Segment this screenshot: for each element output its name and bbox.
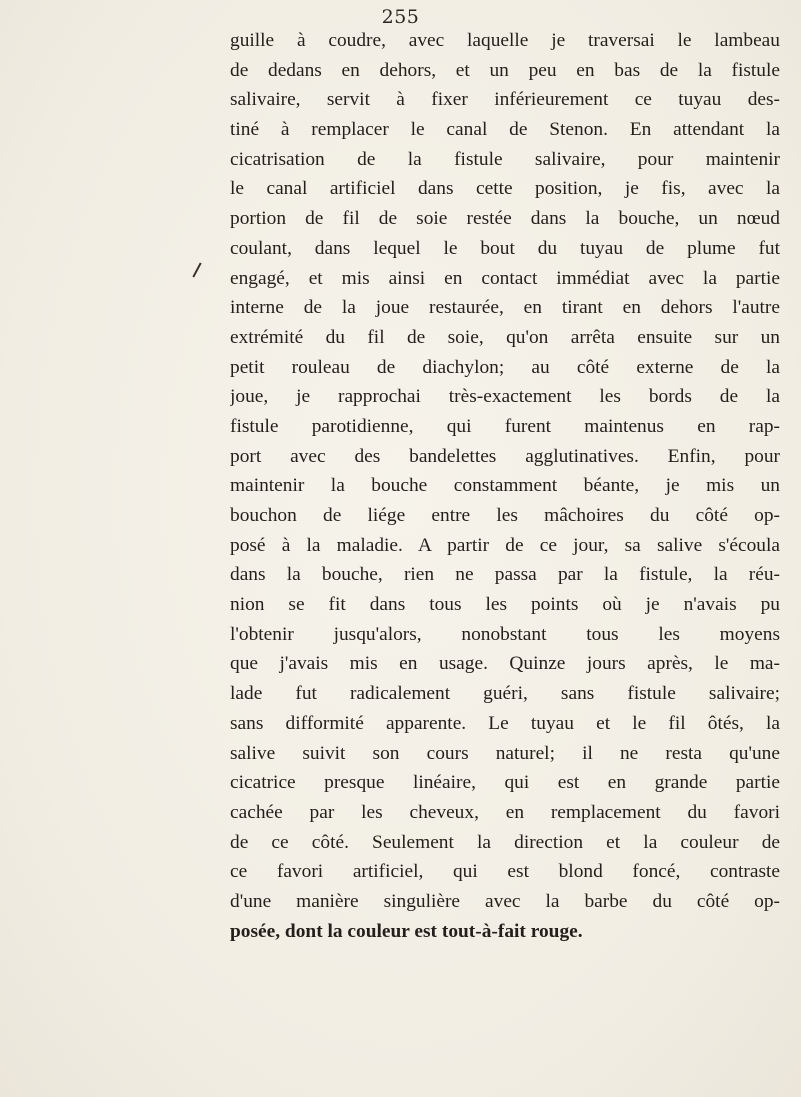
text-line: posé à la maladie. A partir de ce jour, sa salive s'écoula xyxy=(230,534,780,556)
text-line: dans la bouche, rien ne passa par la fistule, la réu- xyxy=(230,564,780,586)
text-line: portion de fil de soie restée dans la bouche, un nœud xyxy=(230,208,780,230)
text-line: salive suivit son cours naturel; il ne resta qu'une xyxy=(230,742,780,764)
text-line: que j'avais mis en usage. Quinze jours après, le ma- xyxy=(230,653,780,675)
margin-pencil-mark xyxy=(192,262,201,277)
page-number: 255 xyxy=(381,6,420,28)
text-line: interne de la joue restaurée, en tirant en dehors l'autre xyxy=(230,297,780,319)
text-line: port avec des bandelettes agglutinatives. Enfin, pour xyxy=(230,445,780,467)
text-line: engagé, et mis ainsi en contact immédiat avec la partie xyxy=(230,267,780,289)
text-line: cachée par les cheveux, en remplacement du favori xyxy=(230,801,780,823)
text-line: le canal artificiel dans cette position, je fis, avec la xyxy=(230,178,780,200)
text-line: guille à coudre, avec laquelle je traversai le lambeau xyxy=(230,30,780,51)
text-line: d'une manière singulière avec la barbe du côté op- xyxy=(230,890,780,912)
text-line: joue, je rapprochai très-exactement les bords de la xyxy=(230,386,780,408)
text-line: de dedans en dehors, et un peu en bas de la fistule xyxy=(230,59,780,81)
text-line: coulant, dans lequel le bout du tuyau de plume fut xyxy=(230,237,780,259)
text-line: petit rouleau de diachylon; au côté externe de la xyxy=(230,356,780,378)
text-line-last: posée, dont la couleur est tout-à-fait rouge. xyxy=(230,920,583,942)
text-line: bouchon de liége entre les mâchoires du côté op- xyxy=(230,505,780,526)
text-line: tiné à remplacer le canal de Stenon. En attendant la xyxy=(230,119,780,141)
text-line: cicatrisation de la fistule salivaire, pour maintenir xyxy=(230,148,780,170)
text-line: extrémité du fil de soie, qu'on arrêta ensuite sur un xyxy=(230,326,780,348)
text-line: nion se fit dans tous les points où je n'avais pu xyxy=(230,594,780,616)
text-line: l'obtenir jusqu'alors, nonobstant tous les moyens xyxy=(230,623,780,645)
text-line: cicatrice presque linéaire, qui est en grande partie xyxy=(230,772,780,794)
text-line: ce favori artificiel, qui est blond foncé, contraste xyxy=(230,861,780,883)
text-line: salivaire, servit à fixer inférieurement ce tuyau des- xyxy=(230,89,780,111)
text-line: lade fut radicalement guéri, sans fistule salivaire; xyxy=(230,683,780,705)
body-text xyxy=(230,26,780,946)
text-line: maintenir la bouche constamment béante, je mis un xyxy=(230,475,780,497)
text-line: sans difformité apparente. Le tuyau et le fil ôtés, la xyxy=(230,712,780,734)
text-line: fistule parotidienne, qui furent maintenus en rap- xyxy=(230,415,780,437)
text-line: de ce côté. Seulement la direction et la couleur de xyxy=(230,831,780,853)
